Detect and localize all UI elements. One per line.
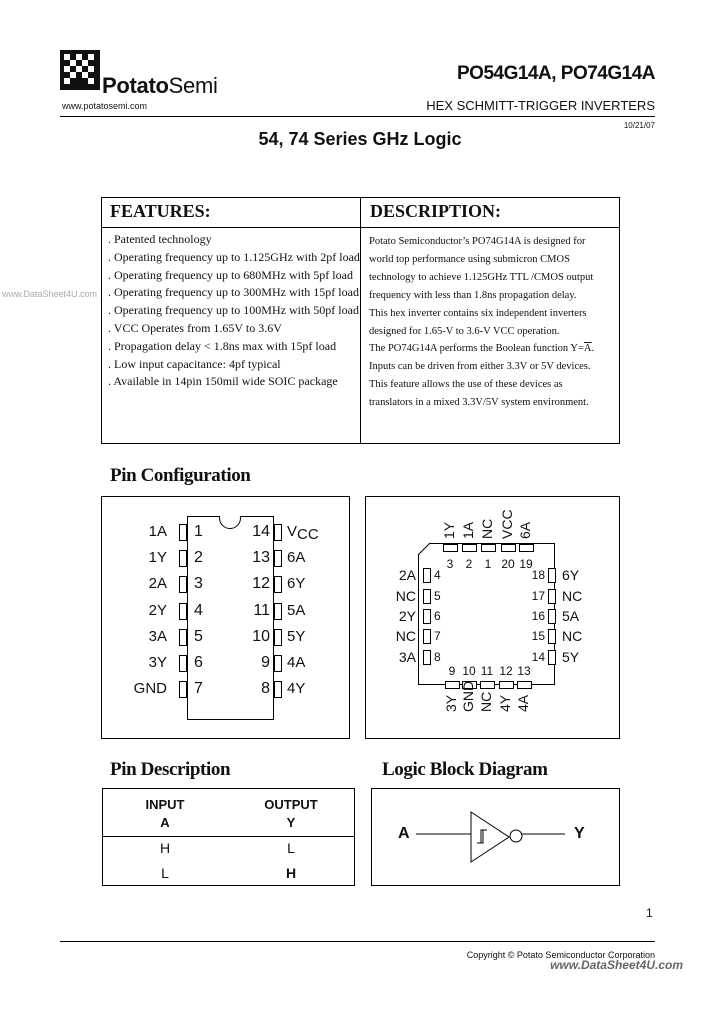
qfn-pin-number: 5 [434, 589, 441, 603]
dip-pin-right [274, 655, 282, 672]
qfn-pin-number: 6 [434, 609, 441, 623]
description-line: frequency with less than 1.8ns propagation delay. [369, 289, 577, 301]
dip-pin-right [274, 524, 282, 541]
qfn-pin-number: 7 [434, 629, 441, 643]
feature-item: . Low input capacitance: 4pf typical [108, 356, 281, 371]
feature-item: . Available in 14pin 150mil wide SOIC package [108, 374, 338, 389]
qfn-pin-number: 1 [484, 557, 492, 571]
qfn-pad-right [548, 650, 556, 665]
qfn-pin-label: 3Y [443, 694, 459, 712]
description-line: Potato Semiconductor’s PO74G14A is designed for [369, 236, 586, 247]
qfn-pin-number: 13 [517, 664, 531, 678]
description-heading: DESCRIPTION: [370, 201, 502, 221]
copyright-notice: Copyright © Potato Semiconductor Corporation [466, 950, 655, 960]
qfn-pad-left [423, 589, 431, 604]
dip-pin-label: 4Y [287, 680, 306, 698]
brand-url[interactable]: www.potatosemi.com [62, 101, 148, 111]
dip-pin-number: 14 [252, 523, 270, 540]
qfn-pin-label: NC [478, 691, 494, 712]
dip-pin-right [274, 550, 282, 567]
logic-output-label: Y [574, 825, 585, 842]
qfn-chamfer-icon [416, 541, 434, 559]
qfn-pin-number: 10 [462, 664, 476, 678]
dip-pin-left [179, 629, 187, 646]
dip-pin-right [274, 629, 282, 646]
qfn-pin-label: 5Y [562, 649, 580, 665]
dip-pin-label: VCC [287, 523, 319, 543]
qfn-pin-label: 4A [515, 694, 531, 712]
dip-pin-label: 1A [148, 523, 167, 540]
qfn-pin-number: 11 [480, 664, 494, 678]
description-line: world top performance using submicron CMOS [369, 253, 570, 265]
truth-output-cell: H [285, 865, 297, 881]
qfn-pin-number: 3 [446, 557, 454, 571]
truth-input-cell: L [161, 865, 169, 881]
output-subheader: Y [286, 815, 296, 830]
qfn-pin-label: 6Y [562, 567, 580, 583]
dip-pin-number: 3 [194, 575, 203, 593]
qfn-pin-label: 1A [460, 521, 476, 539]
description-line: This hex inverter contains six independent inverters [369, 307, 587, 319]
input-header: INPUT [145, 797, 185, 812]
qfn-pad-bottom [445, 681, 460, 689]
description-text [369, 233, 614, 412]
doc-date: 10/21/07 [623, 121, 655, 130]
dip-pin-number: 9 [261, 654, 270, 671]
qfn-pad-right [548, 589, 556, 604]
qfn-pad-right [548, 609, 556, 624]
dip-pin-label: 4A [287, 654, 306, 671]
dip-pin-left [179, 655, 187, 672]
feature-item: . Operating frequency up to 1.125GHz with 2pf load [108, 249, 360, 264]
qfn-pad-right [548, 568, 556, 583]
qfn-pad-left [423, 568, 431, 583]
dip-pin-right [274, 603, 282, 620]
logic-input-label: A [398, 825, 410, 842]
description-line: technology to achieve 1.125GHz TTL /CMOS output [369, 271, 594, 283]
dip-pin-number: 4 [194, 601, 203, 619]
qfn-pin-number: 4 [434, 568, 441, 582]
function-overline: $\overline{A}$ [583, 343, 592, 355]
description-line: Inputs can be driven from either 3.3V or 5V devices. [369, 361, 591, 373]
feature-item: . Operating frequency up to 680MHz with 5pf load [108, 267, 353, 282]
dip-pin-label: 2A [148, 575, 167, 593]
qfn-pin-label: GND [460, 680, 476, 712]
brand-prefix: Potato [102, 73, 169, 98]
qfn-pin-label: NC [562, 628, 583, 644]
dip-pin-left [179, 524, 187, 541]
qfn-pin-number: 18 [531, 568, 545, 582]
dip-pin-label: 3Y [148, 654, 167, 671]
description-line: designed for 1.65-V to 3.6-V VCC operation. [369, 325, 560, 337]
dip-pin-label: 5A [287, 601, 306, 619]
qfn-pin-number: 2 [465, 557, 473, 571]
part-subtitle: HEX SCHMITT-TRIGGER INVERTERS [426, 98, 655, 113]
dip-pin-left [179, 576, 187, 593]
truth-table-header-rule [102, 836, 355, 837]
page-number: 1 [646, 906, 653, 920]
qfn-pin-number: 12 [499, 664, 513, 678]
brand-suffix: Semi [168, 73, 218, 98]
qfn-pad-bottom [517, 681, 532, 689]
description-line: translators in a mixed 3.3V/5V system environment. [369, 397, 589, 409]
dip-pin-left [179, 681, 187, 698]
dip-pin-number: 11 [253, 601, 270, 619]
truth-input-cell: H [159, 840, 171, 856]
dip-pin-label: 2Y [148, 601, 167, 619]
dip-pin-label: 5Y [287, 627, 306, 645]
dip-pin-number: 5 [194, 627, 203, 645]
qfn-pin-number: 20 [501, 557, 515, 571]
function-suffix: . [591, 343, 595, 355]
qfn-pin-label: 3A [398, 649, 416, 665]
dip-pin-label: 1Y [148, 549, 167, 567]
qfn-pin-label: NC [479, 518, 495, 539]
qfn-pad-right [548, 629, 556, 644]
part-number: PO54G14A, PO74G14A [457, 63, 655, 84]
qfn-pin-number: 16 [531, 609, 545, 623]
feature-item: . VCC Operates from 1.65V to 3.6V [108, 320, 282, 335]
qfn-pin-label: NC [562, 588, 583, 604]
pin-configuration-heading: Pin Configuration [110, 465, 251, 486]
qfn-pad-left [423, 650, 431, 665]
feature-item: . Propagation delay < 1.8ns max with 15pf load [108, 338, 337, 353]
dip-pin-number: 6 [194, 654, 203, 671]
qfn-pad-top [443, 544, 458, 552]
qfn-pad-top [462, 544, 477, 552]
watermark-bottom[interactable]: www.DataSheet4U.com [550, 958, 683, 972]
qfn-pin-label: 6A [517, 521, 533, 539]
qfn-pad-top [519, 544, 534, 552]
qfn-pin-label: 1Y [441, 521, 457, 539]
dip-pin-label: 6A [287, 549, 306, 567]
dip-pin-label: 3A [148, 627, 167, 645]
qfn-pin-number: 19 [519, 557, 533, 571]
qfn-pin-number: 8 [434, 650, 441, 664]
feature-item: . Operating frequency up to 300MHz with 15pf load [108, 285, 359, 300]
dip-pin-label: 6Y [287, 575, 306, 593]
qfn-pin-label: 5A [562, 608, 580, 624]
qfn-pin-label: 2Y [398, 608, 416, 624]
footer-rule [60, 941, 655, 942]
qfn-pin-label: NC [395, 588, 416, 604]
dip-pin-left [179, 550, 187, 567]
qfn-pad-left [423, 609, 431, 624]
dip-pin-number: 8 [261, 680, 270, 698]
function-prefix: The PO74G14A performs the Boolean function Y= [369, 343, 584, 355]
series-title: 54, 74 Series GHz Logic [258, 129, 462, 149]
dip-pin-left [179, 603, 187, 620]
dip-pin-number: 2 [194, 549, 203, 567]
qfn-pin-label: NC [395, 628, 416, 644]
dip-pin-right [274, 681, 282, 698]
dip-pin-label: GND [133, 680, 167, 698]
feature-item: . Operating frequency up to 100MHz with 50pf load [108, 303, 359, 318]
qfn-pad-top [481, 544, 496, 552]
feature-item: . Patented technology [108, 232, 212, 246]
qfn-pad-left [423, 629, 431, 644]
pin-description-heading: Pin Description [110, 759, 231, 780]
dip-pin-number: 7 [194, 680, 203, 698]
description-function-line [369, 340, 614, 358]
output-header: OUTPUT [264, 797, 318, 812]
qfn-pin-label: VCC [499, 509, 515, 539]
qfn-pin-number: 17 [531, 589, 545, 603]
dip-pin-number: 12 [252, 575, 270, 593]
dip-pin-number: 13 [252, 549, 270, 567]
qfn-pad-bottom [499, 681, 514, 689]
dip-pin-number: 10 [252, 627, 270, 645]
qfn-pad-top [501, 544, 516, 552]
input-subheader: A [160, 815, 170, 830]
dip-pin-label-sub: CC [297, 526, 319, 543]
dip-pin-number: 1 [194, 523, 203, 540]
features-heading: FEATURES: [110, 201, 211, 221]
box-divider [360, 197, 361, 444]
truth-output-cell: L [287, 840, 295, 856]
logic-block-heading: Logic Block Diagram [382, 759, 548, 780]
header-rule [60, 116, 655, 117]
features-list [108, 231, 360, 391]
qfn-pin-label: 4Y [497, 694, 513, 712]
qfn-pin-label: 2A [398, 567, 416, 583]
dip-notch-mask [212, 500, 248, 516]
watermark-left: www.DataSheet4U.com [2, 289, 98, 299]
qfn-pin-number: 14 [531, 650, 545, 664]
box-header-rule [101, 227, 620, 228]
dip-pin-right [274, 576, 282, 593]
qfn-pin-number: 15 [531, 629, 545, 643]
qfn-pad-bottom [480, 681, 495, 689]
qfn-pin-number: 9 [448, 664, 456, 678]
description-line: This feature allows the use of these devices as [369, 379, 563, 391]
